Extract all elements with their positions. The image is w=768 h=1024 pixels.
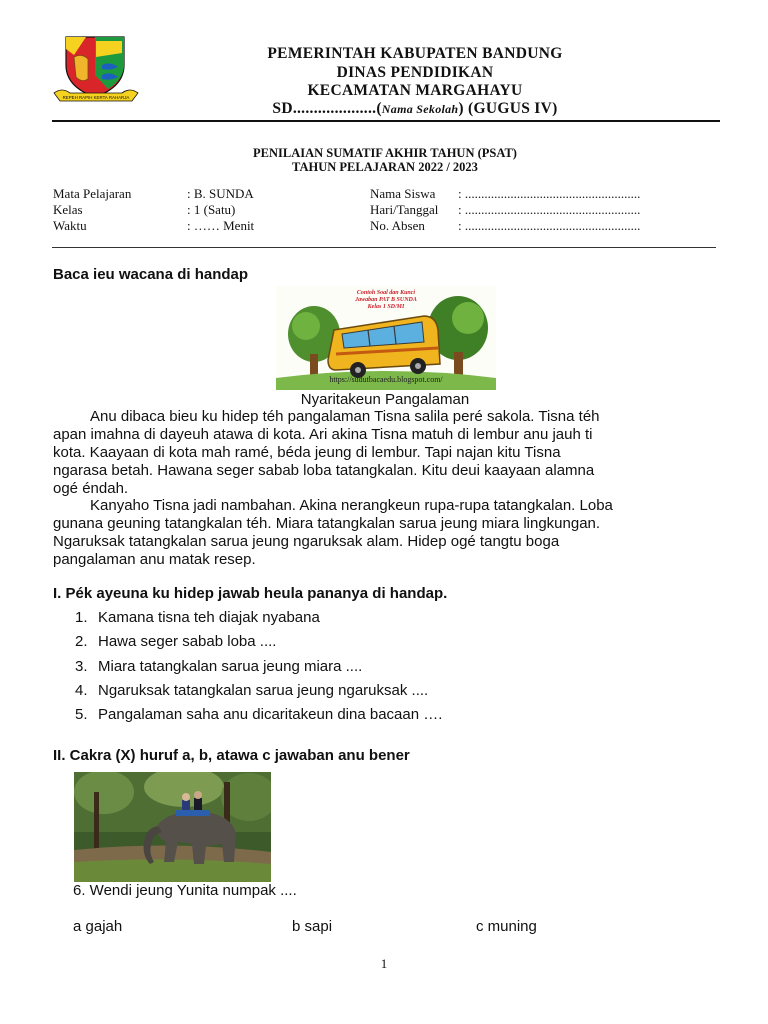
- exam-title: PENILAIAN SUMATIF AKHIR TAHUN (PSAT): [253, 146, 517, 160]
- story-line: ngarasa betah. Hawana seger sabab loba tatangkalan. Kitu deui kaayaan alamna: [53, 462, 595, 479]
- story-line: Kanyaho Tisna jadi nambahan. Akina nerangkeun rupa-rupa tatangkalan. Loba: [90, 497, 613, 514]
- info-right: [370, 186, 640, 234]
- story-line: apan imahna di dayeuh atawa di kota. Ari akina Tisna matuh di lembur anu jauh ti: [53, 426, 593, 443]
- class-value: : 1 (Satu): [187, 202, 236, 217]
- question-item: [75, 706, 442, 730]
- student-name-label: Nama Siswa: [370, 186, 436, 201]
- option-c[interactable]: c muning: [476, 918, 537, 935]
- absence-number-field[interactable]: : ......................................................: [458, 218, 641, 233]
- question-number: 5.: [75, 706, 88, 724]
- story-line: kota. Kaayaan di kota mah ramé, béda jeung di lembur. Tapi najan kitu Tisna: [53, 444, 561, 461]
- story-line: gunana geuning tatangkalan téh. Miara tatangkalan sarua jeung miara lingkungan.: [53, 515, 601, 532]
- header-department: DINAS PENDIDIKAN: [336, 64, 494, 81]
- option-a[interactable]: a gajah: [73, 918, 123, 935]
- header-government: PEMERINTAH KABUPATEN BANDUNG: [267, 45, 563, 62]
- svg-text:REPEH RAPIH KERTA RAHARJA: REPEH RAPIH KERTA RAHARJA: [62, 95, 130, 100]
- question-6: 6. Wendi jeung Yunita numpak ....: [73, 882, 297, 899]
- question-number: 2.: [75, 633, 88, 651]
- question-text: Kamana tisna teh diajak nyabana: [98, 609, 320, 626]
- svg-text:https://sudutbacaedu.blogspot.: https://sudutbacaedu.blogspot.com/: [329, 375, 443, 384]
- regency-logo: [52, 35, 140, 107]
- svg-text:Kelas 1 SD/MI: Kelas 1 SD/MI: [367, 304, 405, 310]
- reading-instruction: Baca ieu wacana di handap: [53, 266, 249, 283]
- question-number: 1.: [75, 609, 88, 626]
- question-text: Pangalaman saha anu dicaritakeun dina bacaan ….: [98, 706, 443, 724]
- story-line: Ngaruksak tatangkalan sarua jeung ngaruksak alam. Hidep ogé tangtu boga: [53, 533, 560, 550]
- school-prefix: SD....................(: [272, 100, 382, 117]
- page-number: 1: [380, 956, 388, 971]
- option-b[interactable]: b sapi: [292, 918, 333, 935]
- question-number: 3.: [75, 657, 88, 675]
- question-item: [75, 633, 442, 657]
- time-value: : …… Menit: [187, 218, 255, 233]
- school-suffix: ) (GUGUS IV): [458, 100, 558, 117]
- class-label: Kelas: [53, 202, 83, 217]
- question-item: [75, 682, 442, 706]
- header-school: [150, 100, 680, 118]
- question-item: [75, 658, 442, 682]
- story-line: pangalaman anu matak resep.: [53, 551, 256, 568]
- story-line: ogé éndah.: [53, 480, 129, 497]
- elephant-photo: [74, 772, 271, 882]
- bus-illustration: [276, 286, 496, 390]
- school-name-placeholder: Nama Sekolah: [381, 102, 459, 116]
- story-paragraph-1: [53, 408, 715, 498]
- question-text: Miara tatangkalan sarua jeung miara ....: [98, 657, 363, 675]
- story-title: Nyaritakeun Pangalaman: [300, 391, 470, 408]
- question-text: Hawa seger sabab loba ....: [98, 633, 277, 651]
- story-line: Anu dibaca bieu ku hidep téh pangalaman Tisna salila peré sakola. Tisna téh: [90, 408, 600, 425]
- question-text: Ngaruksak tatangkalan sarua jeung ngaruksak ....: [98, 681, 429, 699]
- date-label: Hari/Tanggal: [370, 202, 439, 217]
- header-divider: [52, 120, 720, 122]
- svg-text:Contoh Soal dan Kunci: Contoh Soal dan Kunci: [356, 290, 416, 296]
- info-left: [53, 186, 254, 234]
- story-paragraph-2: [53, 497, 715, 569]
- date-field[interactable]: : ......................................................: [458, 202, 641, 217]
- header-district: KECAMATAN MARGAHAYU: [307, 82, 523, 99]
- section-1-heading: I. Pék ayeuna ku hidep jawab heula pananya di handap.: [53, 585, 448, 602]
- question-item: [75, 609, 442, 633]
- subject-label: Mata Pelajaran: [53, 186, 132, 201]
- svg-text:Jawaban PAT B SUNDA: Jawaban PAT B SUNDA: [355, 297, 417, 303]
- time-label: Waktu: [53, 218, 87, 233]
- exam-year: TAHUN PELAJARAN 2022 / 2023: [292, 160, 478, 174]
- absence-number-label: No. Absen: [370, 218, 425, 233]
- essay-question-list: [75, 609, 442, 730]
- student-name-field[interactable]: : ......................................................: [458, 186, 641, 201]
- subject-value: : B. SUNDA: [187, 186, 254, 201]
- section-2-heading: II. Cakra (X) huruf a, b, atawa c jawaban anu bener: [53, 747, 410, 764]
- question-number: 4.: [75, 681, 88, 699]
- info-divider: [52, 247, 716, 248]
